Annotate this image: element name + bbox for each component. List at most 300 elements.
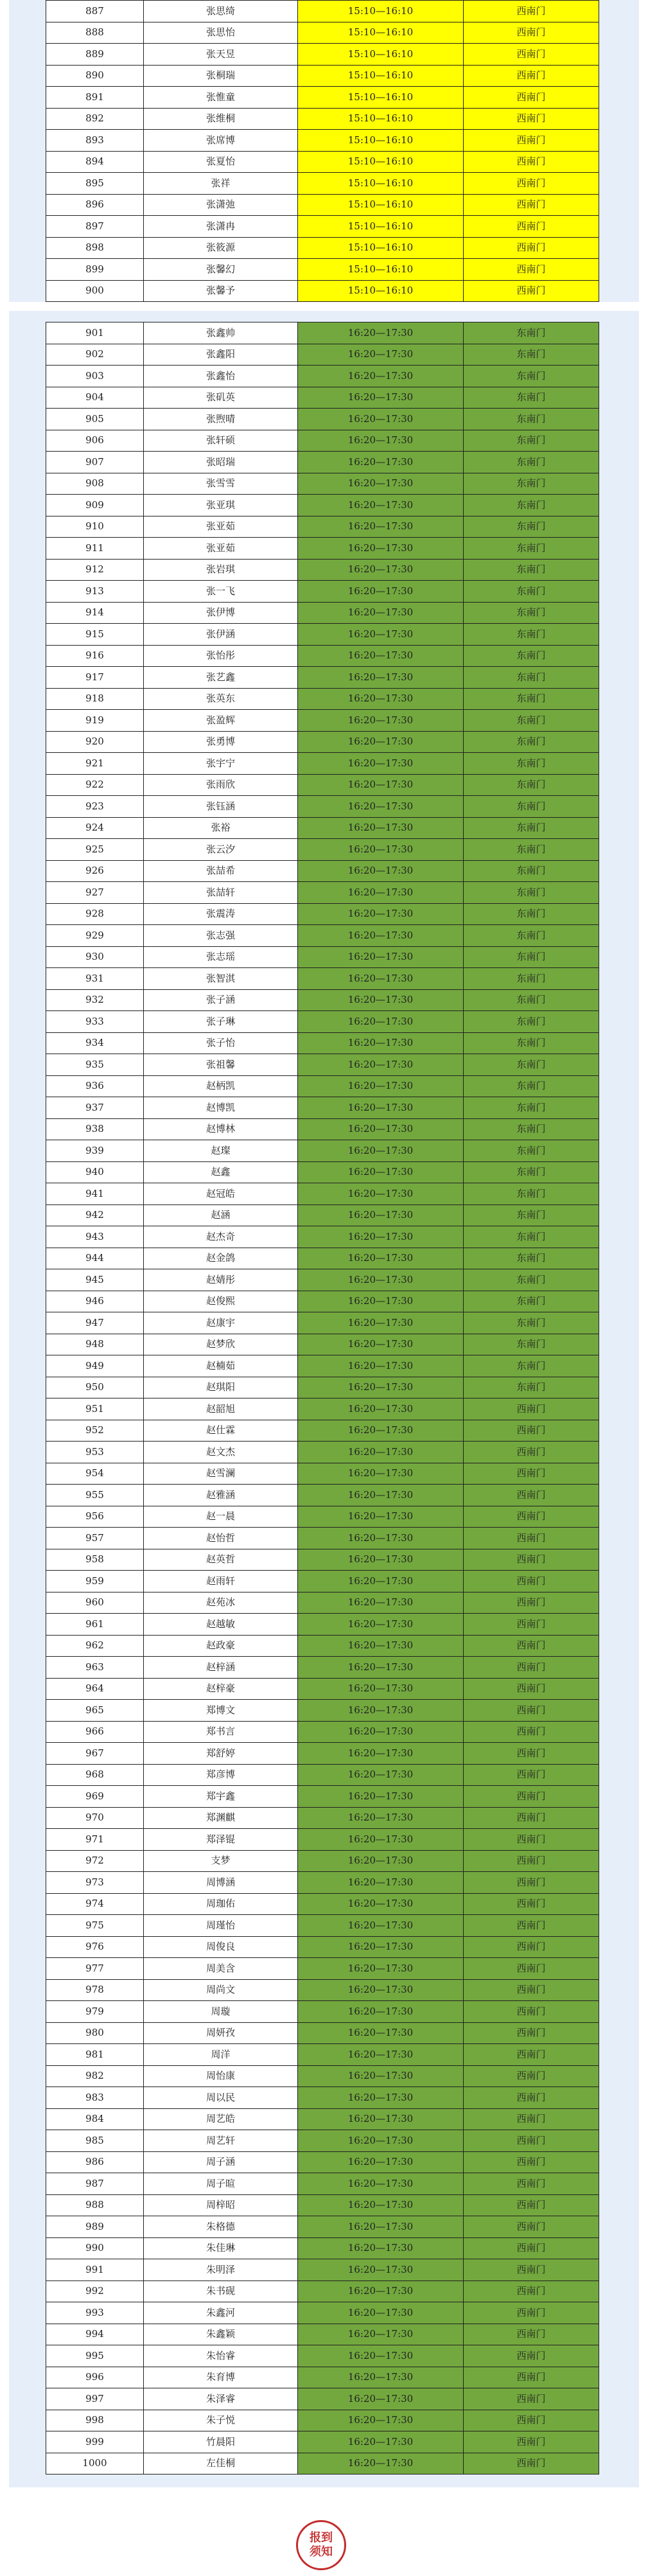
time-slot: 16:20—17:30 [298,1829,464,1851]
entry-gate: 东南门 [464,322,599,344]
time-slot: 16:20—17:30 [298,688,464,710]
row-number: 901 [46,322,144,344]
time-slot: 16:20—17:30 [298,1657,464,1679]
entry-gate: 西南门 [464,87,599,109]
table-row [46,1764,599,1786]
student-name: 张煦晴 [144,409,298,430]
time-slot: 16:20—17:30 [298,946,464,968]
table-row [46,1140,599,1162]
time-slot: 16:20—17:30 [298,322,464,344]
entry-gate: 东南门 [464,1269,599,1291]
time-slot: 16:20—17:30 [298,2108,464,2130]
time-slot: 16:20—17:30 [298,2388,464,2410]
row-number: 934 [46,1032,144,1054]
row-number: 936 [46,1075,144,1097]
student-name: 张岩琪 [144,559,298,581]
table-row [46,1678,599,1700]
entry-gate: 东南门 [464,839,599,861]
time-slot: 16:20—17:30 [298,581,464,603]
table-row [46,817,599,839]
table-row [46,87,599,109]
entry-gate: 西南门 [464,1786,599,1808]
student-name: 赵琪阳 [144,1377,298,1398]
student-name: 张志强 [144,925,298,947]
student-name: 周以民 [144,2087,298,2109]
table-row [46,1442,599,1463]
time-slot: 16:20—17:30 [298,2130,464,2152]
student-name: 张席博 [144,130,298,152]
table-row [46,473,599,495]
time-slot: 16:20—17:30 [298,1872,464,1894]
entry-gate: 西南门 [464,2022,599,2044]
table-row [46,1786,599,1808]
time-slot: 16:20—17:30 [298,2194,464,2216]
student-name: 郑博文 [144,1700,298,1722]
student-name: 周妍孜 [144,2022,298,2044]
table-row [46,2173,599,2195]
student-name: 赵政豪 [144,1635,298,1657]
time-slot: 16:20—17:30 [298,1764,464,1786]
time-slot: 16:20—17:30 [298,1355,464,1377]
row-number: 903 [46,366,144,387]
student-name: 张天昱 [144,44,298,66]
entry-gate: 东南门 [464,1377,599,1398]
table-row [46,516,599,538]
student-name: 张喆希 [144,860,298,882]
row-number: 891 [46,87,144,109]
time-slot: 16:20—17:30 [298,2324,464,2345]
row-number: 982 [46,2065,144,2087]
table-row [46,1312,599,1334]
time-slot: 15:10—16:10 [298,173,464,195]
student-name: 赵梦欣 [144,1334,298,1355]
entry-gate: 东南门 [464,968,599,990]
row-number: 905 [46,409,144,430]
entry-gate: 东南门 [464,1291,599,1312]
table-row [46,430,599,452]
time-slot: 16:20—17:30 [298,710,464,732]
table-row [46,1829,599,1851]
entry-gate: 东南门 [464,387,599,409]
time-slot: 16:20—17:30 [298,2259,464,2281]
row-number: 906 [46,430,144,452]
time-slot: 16:20—17:30 [298,2087,464,2109]
student-name: 张馨幻 [144,259,298,281]
time-slot: 16:20—17:30 [298,1979,464,2001]
table-row [46,1269,599,1291]
time-slot: 16:20—17:30 [298,1011,464,1033]
entry-gate: 东南门 [464,602,599,624]
student-name: 周尚文 [144,1979,298,2001]
row-number: 952 [46,1420,144,1442]
time-slot: 16:20—17:30 [298,452,464,473]
student-name: 赵俊熙 [144,1291,298,1312]
time-slot: 16:20—17:30 [298,1571,464,1592]
student-name: 朱格德 [144,2216,298,2238]
table-row [46,774,599,796]
time-slot: 15:10—16:10 [298,194,464,216]
table-row [46,387,599,409]
entry-gate: 东南门 [464,860,599,882]
table-row [46,710,599,732]
entry-gate: 西南门 [464,2108,599,2130]
entry-gate: 东南门 [464,774,599,796]
entry-gate: 西南门 [464,1463,599,1485]
row-number: 929 [46,925,144,947]
student-name: 张昭瑞 [144,452,298,473]
entry-gate: 西南门 [464,1915,599,1937]
time-slot: 16:20—17:30 [298,903,464,925]
row-number: 978 [46,1979,144,2001]
student-name: 张亚琪 [144,495,298,516]
entry-gate: 东南门 [464,1097,599,1119]
entry-gate: 东南门 [464,1011,599,1033]
row-number: 997 [46,2388,144,2410]
entry-gate: 西南门 [464,259,599,281]
entry-gate: 西南门 [464,2087,599,2109]
student-name: 赵博凯 [144,1097,298,1119]
time-slot: 16:20—17:30 [298,882,464,904]
student-name: 张惟童 [144,87,298,109]
row-number: 907 [46,452,144,473]
entry-gate: 东南门 [464,409,599,430]
table-row [46,559,599,581]
row-number: 893 [46,130,144,152]
table-row [46,1528,599,1549]
time-slot: 16:20—17:30 [298,2173,464,2195]
table-row [46,1893,599,1915]
time-slot: 16:20—17:30 [298,1893,464,1915]
row-number: 909 [46,495,144,516]
entry-gate: 西南门 [464,2302,599,2324]
table-row [46,2130,599,2152]
entry-gate: 东南门 [464,473,599,495]
entry-gate: 东南门 [464,430,599,452]
row-number: 898 [46,237,144,259]
row-number: 979 [46,2001,144,2023]
row-number: 942 [46,1204,144,1226]
row-number: 958 [46,1549,144,1571]
row-number: 941 [46,1183,144,1205]
entry-gate: 西南门 [464,1528,599,1549]
entry-gate: 东南门 [464,1204,599,1226]
student-name: 张云汐 [144,839,298,861]
entry-gate: 西南门 [464,2151,599,2173]
row-number: 949 [46,1355,144,1377]
time-slot: 16:20—17:30 [298,1032,464,1054]
entry-gate: 东南门 [464,1312,599,1334]
table-row [46,1011,599,1033]
table-row [46,2065,599,2087]
student-name: 郑书言 [144,1721,298,1743]
time-slot: 15:10—16:10 [298,1,464,22]
entry-gate: 西南门 [464,2259,599,2281]
student-name: 朱子悦 [144,2410,298,2431]
entry-gate: 西南门 [464,1,599,22]
row-number: 988 [46,2194,144,2216]
time-slot: 16:20—17:30 [298,1743,464,1765]
entry-gate: 西南门 [464,1893,599,1915]
table-row [46,1463,599,1485]
entry-gate: 东南门 [464,1140,599,1162]
time-slot: 16:20—17:30 [298,968,464,990]
row-number: 940 [46,1161,144,1183]
notice-button[interactable] [296,2520,346,2570]
student-name: 张宇宁 [144,753,298,775]
time-slot: 16:20—17:30 [298,817,464,839]
table-row [46,259,599,281]
table-row [46,1248,599,1269]
time-slot: 16:20—17:30 [298,2367,464,2388]
student-name: 赵涵 [144,1204,298,1226]
table-row [46,409,599,430]
table-row [46,452,599,473]
student-name: 周子暄 [144,2173,298,2195]
table-row [46,602,599,624]
entry-gate: 西南门 [464,194,599,216]
time-slot: 16:20—17:30 [298,1118,464,1140]
student-name: 张矶英 [144,387,298,409]
entry-gate: 东南门 [464,559,599,581]
time-slot: 16:20—17:30 [298,1850,464,1872]
student-name: 赵梓涵 [144,1657,298,1679]
entry-gate: 西南门 [464,2001,599,2023]
student-name: 赵金鸽 [144,1248,298,1269]
table-row [46,2324,599,2345]
row-number: 967 [46,1743,144,1765]
student-name: 赵婧彤 [144,1269,298,1291]
row-number: 961 [46,1614,144,1636]
entry-gate: 东南门 [464,344,599,366]
entry-gate: 西南门 [464,65,599,87]
row-number: 976 [46,1936,144,1958]
table-row [46,1485,599,1506]
student-name: 张雪雪 [144,473,298,495]
row-number: 915 [46,624,144,646]
row-number: 994 [46,2324,144,2345]
table-row [46,839,599,861]
student-name: 郑舒婷 [144,1743,298,1765]
time-slot: 16:20—17:30 [298,2216,464,2238]
entry-gate: 西南门 [464,1398,599,1420]
table-row [46,753,599,775]
table-row [46,2108,599,2130]
student-name: 张馨予 [144,280,298,302]
row-number: 971 [46,1829,144,1851]
table-row [46,925,599,947]
row-number: 921 [46,753,144,775]
student-name: 张裕 [144,817,298,839]
time-slot: 16:20—17:30 [298,1420,464,1442]
time-slot: 16:20—17:30 [298,1248,464,1269]
table-row [46,538,599,560]
student-name: 赵苑冰 [144,1592,298,1614]
table-row [46,1958,599,1980]
row-number: 888 [46,22,144,44]
row-number: 966 [46,1721,144,1743]
time-slot: 16:20—17:30 [298,2151,464,2173]
row-number: 935 [46,1054,144,1076]
row-number: 950 [46,1377,144,1398]
student-name: 周博涵 [144,1872,298,1894]
student-name: 张子怡 [144,1032,298,1054]
entry-gate: 西南门 [464,1936,599,1958]
entry-gate: 西南门 [464,2410,599,2431]
student-name: 周俊良 [144,1936,298,1958]
student-name: 张维桐 [144,108,298,130]
row-number: 919 [46,710,144,732]
time-slot: 16:20—17:30 [298,430,464,452]
entry-gate: 西南门 [464,2130,599,2152]
table-row [46,1291,599,1312]
student-name: 赵梓豪 [144,1678,298,1700]
row-number: 973 [46,1872,144,1894]
student-name: 赵文杰 [144,1442,298,1463]
student-name: 赵一晨 [144,1506,298,1528]
table-row [46,2345,599,2367]
time-slot: 16:20—17:30 [298,1614,464,1636]
entry-gate: 东南门 [464,366,599,387]
student-name: 周艺轩 [144,2130,298,2152]
entry-gate: 东南门 [464,1226,599,1248]
row-number: 962 [46,1635,144,1657]
row-number: 895 [46,173,144,195]
student-name: 赵怡哲 [144,1528,298,1549]
table-row [46,1657,599,1679]
time-slot: 16:20—17:30 [298,2453,464,2475]
entry-gate: 西南门 [464,108,599,130]
time-slot: 16:20—17:30 [298,516,464,538]
table-row [46,1054,599,1076]
time-slot: 16:20—17:30 [298,1506,464,1528]
student-name: 张亚茹 [144,538,298,560]
table-row [46,2216,599,2238]
row-number: 887 [46,1,144,22]
row-number: 992 [46,2280,144,2302]
student-name: 赵越敏 [144,1614,298,1636]
row-number: 965 [46,1700,144,1722]
student-name: 张潇冉 [144,216,298,238]
row-number: 927 [46,882,144,904]
entry-gate: 东南门 [464,516,599,538]
time-slot: 16:20—17:30 [298,1958,464,1980]
entry-gate: 西南门 [464,22,599,44]
entry-gate: 东南门 [464,946,599,968]
time-slot: 16:20—17:30 [298,2237,464,2259]
time-slot: 16:20—17:30 [298,473,464,495]
row-number: 928 [46,903,144,925]
row-number: 984 [46,2108,144,2130]
time-slot: 16:20—17:30 [298,667,464,689]
student-name: 周艺皓 [144,2108,298,2130]
time-slot: 16:20—17:30 [298,1936,464,1958]
row-number: 995 [46,2345,144,2367]
row-number: 889 [46,44,144,66]
student-name: 张盈辉 [144,710,298,732]
student-name: 赵韶旭 [144,1398,298,1420]
row-number: 951 [46,1398,144,1420]
time-slot: 15:10—16:10 [298,108,464,130]
time-slot: 16:20—17:30 [298,2345,464,2367]
table-row [46,1118,599,1140]
entry-gate: 东南门 [464,753,599,775]
entry-gate: 西南门 [464,1807,599,1829]
table-row [46,151,599,173]
entry-gate: 东南门 [464,710,599,732]
row-number: 987 [46,2173,144,2195]
student-name: 张艺鑫 [144,667,298,689]
time-slot: 16:20—17:30 [298,1915,464,1937]
table-row [46,624,599,646]
time-slot: 16:20—17:30 [298,2044,464,2066]
time-slot: 16:20—17:30 [298,1183,464,1205]
time-slot: 15:10—16:10 [298,280,464,302]
table-row [46,989,599,1011]
student-name: 张鑫阳 [144,344,298,366]
table-row [46,2302,599,2324]
time-slot: 16:20—17:30 [298,1312,464,1334]
entry-gate: 西南门 [464,1979,599,2001]
student-name: 赵柄凯 [144,1075,298,1097]
row-number: 916 [46,645,144,667]
table-row [46,1571,599,1592]
entry-gate: 西南门 [464,1872,599,1894]
row-number: 897 [46,216,144,238]
time-slot: 16:20—17:30 [298,1442,464,1463]
table-row [46,1377,599,1398]
table-row [46,2022,599,2044]
table-row [46,2087,599,2109]
row-number: 968 [46,1764,144,1786]
entry-gate: 西南门 [464,1592,599,1614]
table-row [46,173,599,195]
entry-gate: 西南门 [464,1700,599,1722]
student-name: 周珈佑 [144,1893,298,1915]
row-number: 904 [46,387,144,409]
row-number: 975 [46,1915,144,1937]
entry-gate: 西南门 [464,1571,599,1592]
entry-gate: 西南门 [464,2280,599,2302]
row-number: 959 [46,1571,144,1592]
table-row [46,237,599,259]
time-slot: 16:20—17:30 [298,602,464,624]
entry-gate: 西南门 [464,2065,599,2087]
time-slot: 16:20—17:30 [298,1721,464,1743]
student-name: 张喆轩 [144,882,298,904]
row-number: 931 [46,968,144,990]
row-number: 892 [46,108,144,130]
time-slot: 16:20—17:30 [298,2065,464,2087]
entry-gate: 西南门 [464,1850,599,1872]
table-row [46,2431,599,2453]
student-name: 周梓昭 [144,2194,298,2216]
table-row [46,108,599,130]
student-name: 朱佳琳 [144,2237,298,2259]
row-number: 974 [46,1893,144,1915]
table-row [46,2001,599,2023]
table-row [46,1721,599,1743]
time-slot: 16:20—17:30 [298,1097,464,1119]
student-name: 张思绮 [144,1,298,22]
table-row [46,1,599,22]
row-number: 993 [46,2302,144,2324]
entry-gate: 西南门 [464,1764,599,1786]
time-slot: 16:20—17:30 [298,1226,464,1248]
time-slot: 16:20—17:30 [298,1700,464,1722]
student-name: 张勇博 [144,731,298,753]
row-number: 902 [46,344,144,366]
row-number: 954 [46,1463,144,1485]
